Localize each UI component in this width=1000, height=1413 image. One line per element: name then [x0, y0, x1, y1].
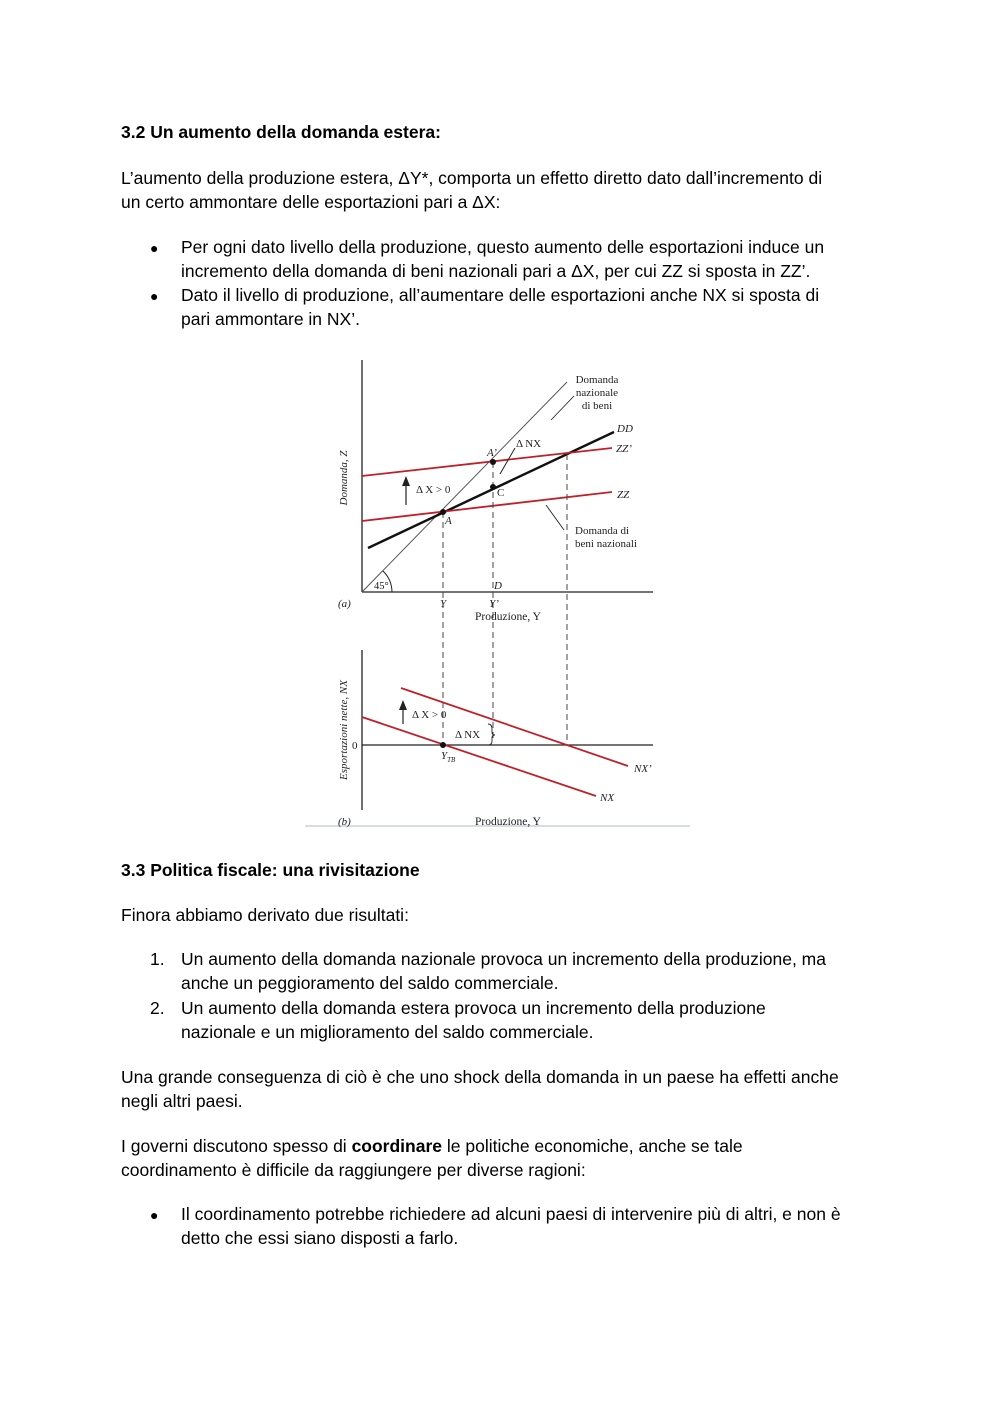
tick-zero: 0	[352, 740, 358, 752]
xlabel-a: Produzione, Y	[474, 611, 542, 623]
label-point-a-prime: A’	[487, 447, 497, 459]
label-zz: ZZ	[617, 489, 630, 501]
bullet-text: Per ogni dato livello della produzione, questo aumento delle esportazioni induce un	[181, 237, 825, 257]
tick-y: Y	[439, 598, 447, 610]
callout-domanda-beni	[546, 505, 564, 530]
label-dd: DD	[617, 423, 633, 435]
paragraph-line: Finora abbiamo derivato due risultati:	[121, 905, 409, 925]
label-ytb	[441, 750, 456, 764]
brace-delta-nx-b	[488, 724, 495, 745]
bold-term: coordinare	[351, 1136, 443, 1156]
callout-domanda-nazionale	[551, 396, 574, 420]
label-point-c: C	[497, 487, 505, 499]
arrowhead-up	[402, 476, 410, 486]
label-domanda-nazionale-3: di beni	[581, 400, 613, 412]
list-item-text: anche un peggioramento del saldo commerciale.	[181, 973, 559, 993]
bullet-text: detto che essi siano disposti a farlo.	[181, 1228, 459, 1248]
tag-a: (a)	[338, 598, 351, 610]
paragraph-line: negli altri paesi.	[121, 1091, 243, 1111]
label-delta-x-a: Δ X > 0	[416, 484, 451, 496]
section-heading: 3.2 Un aumento della domanda estera:	[121, 122, 441, 142]
paragraph-line	[121, 1134, 891, 1158]
point-a-prime	[490, 459, 496, 465]
bullet-text: Il coordinamento potrebbe richiedere ad alcuni paesi di intervenire più di altri, e non è	[181, 1204, 841, 1224]
label-domanda-nazionale-1: Domanda	[575, 374, 619, 386]
label-domanda-beni-2: beni nazionali	[575, 538, 638, 550]
ylabel-a: Domanda, Z	[338, 450, 350, 506]
line-nx-prime	[401, 688, 628, 766]
label-delta-nx-b: Δ NX	[455, 729, 481, 741]
label-point-d: D	[494, 580, 502, 592]
label-domanda-nazionale-2: nazionale	[575, 387, 619, 399]
section-heading: 3.3 Politica fiscale: una rivisitazione	[121, 860, 420, 880]
list-item-text: Un aumento della domanda nazionale provoca un incremento della produzione, ma	[181, 949, 826, 969]
paragraph-line: L’aumento della produzione estera, ΔY*, comporta un effetto diretto dato dall’incremento di	[121, 168, 823, 188]
bullet-text: Dato il livello di produzione, all’aumentare delle esportazioni anche NX si sposta di	[181, 285, 820, 305]
arrowhead-up	[399, 700, 407, 710]
text-run: I governi discutono spesso di	[121, 1136, 352, 1156]
xlabel-b: Produzione, Y	[474, 816, 542, 828]
list-item-text: nazionale e un miglioramento del saldo commerciale.	[181, 1022, 594, 1042]
bullet-marker: ●	[150, 288, 159, 304]
line-45deg	[362, 382, 567, 592]
point-c	[490, 484, 496, 490]
list-number: 2.	[150, 998, 165, 1018]
tag-b: (b)	[338, 816, 351, 828]
label-nx: NX	[600, 792, 615, 804]
bullet-marker: ●	[150, 240, 159, 256]
bullet-marker: ●	[150, 1207, 159, 1223]
paragraph-line: coordinamento è difficile da raggiungere per diverse ragioni:	[121, 1160, 586, 1180]
paragraph-line: Una grande conseguenza di ciò è che uno shock della domanda in un paese ha effetti anche	[121, 1067, 839, 1087]
ytb-main: Y	[441, 750, 448, 762]
label-delta-nx-a: Δ NX	[516, 438, 542, 450]
label-zz-prime: ZZ’	[616, 443, 632, 455]
ylabel-b: Esportazioni nette, NX	[338, 680, 350, 780]
paragraph-line: un certo ammontare delle esportazioni pari a ΔX:	[121, 192, 501, 212]
point-ytb	[440, 742, 446, 748]
list-item-text: Un aumento della domanda estera provoca un incremento della produzione	[181, 998, 766, 1018]
bullet-text: incremento della domanda di beni nazionali pari a ΔX, per cui ZZ si sposta in ZZ’.	[181, 261, 811, 281]
label-domanda-beni-1: Domanda di	[575, 525, 630, 537]
label-point-a: A	[445, 515, 452, 527]
line-zz	[362, 492, 612, 521]
label-delta-x-b: Δ X > 0	[412, 709, 447, 721]
angle-label: 45°	[374, 581, 389, 592]
tick-y-prime: Y’	[489, 598, 499, 610]
text-run: le politiche economiche, anche se tale	[442, 1136, 743, 1156]
economics-figure	[300, 355, 700, 835]
list-number: 1.	[150, 949, 165, 969]
label-nx-prime: NX’	[634, 763, 652, 775]
ytb-sub: TB	[447, 756, 456, 764]
bullet-text: pari ammontare in NX’.	[181, 309, 360, 329]
